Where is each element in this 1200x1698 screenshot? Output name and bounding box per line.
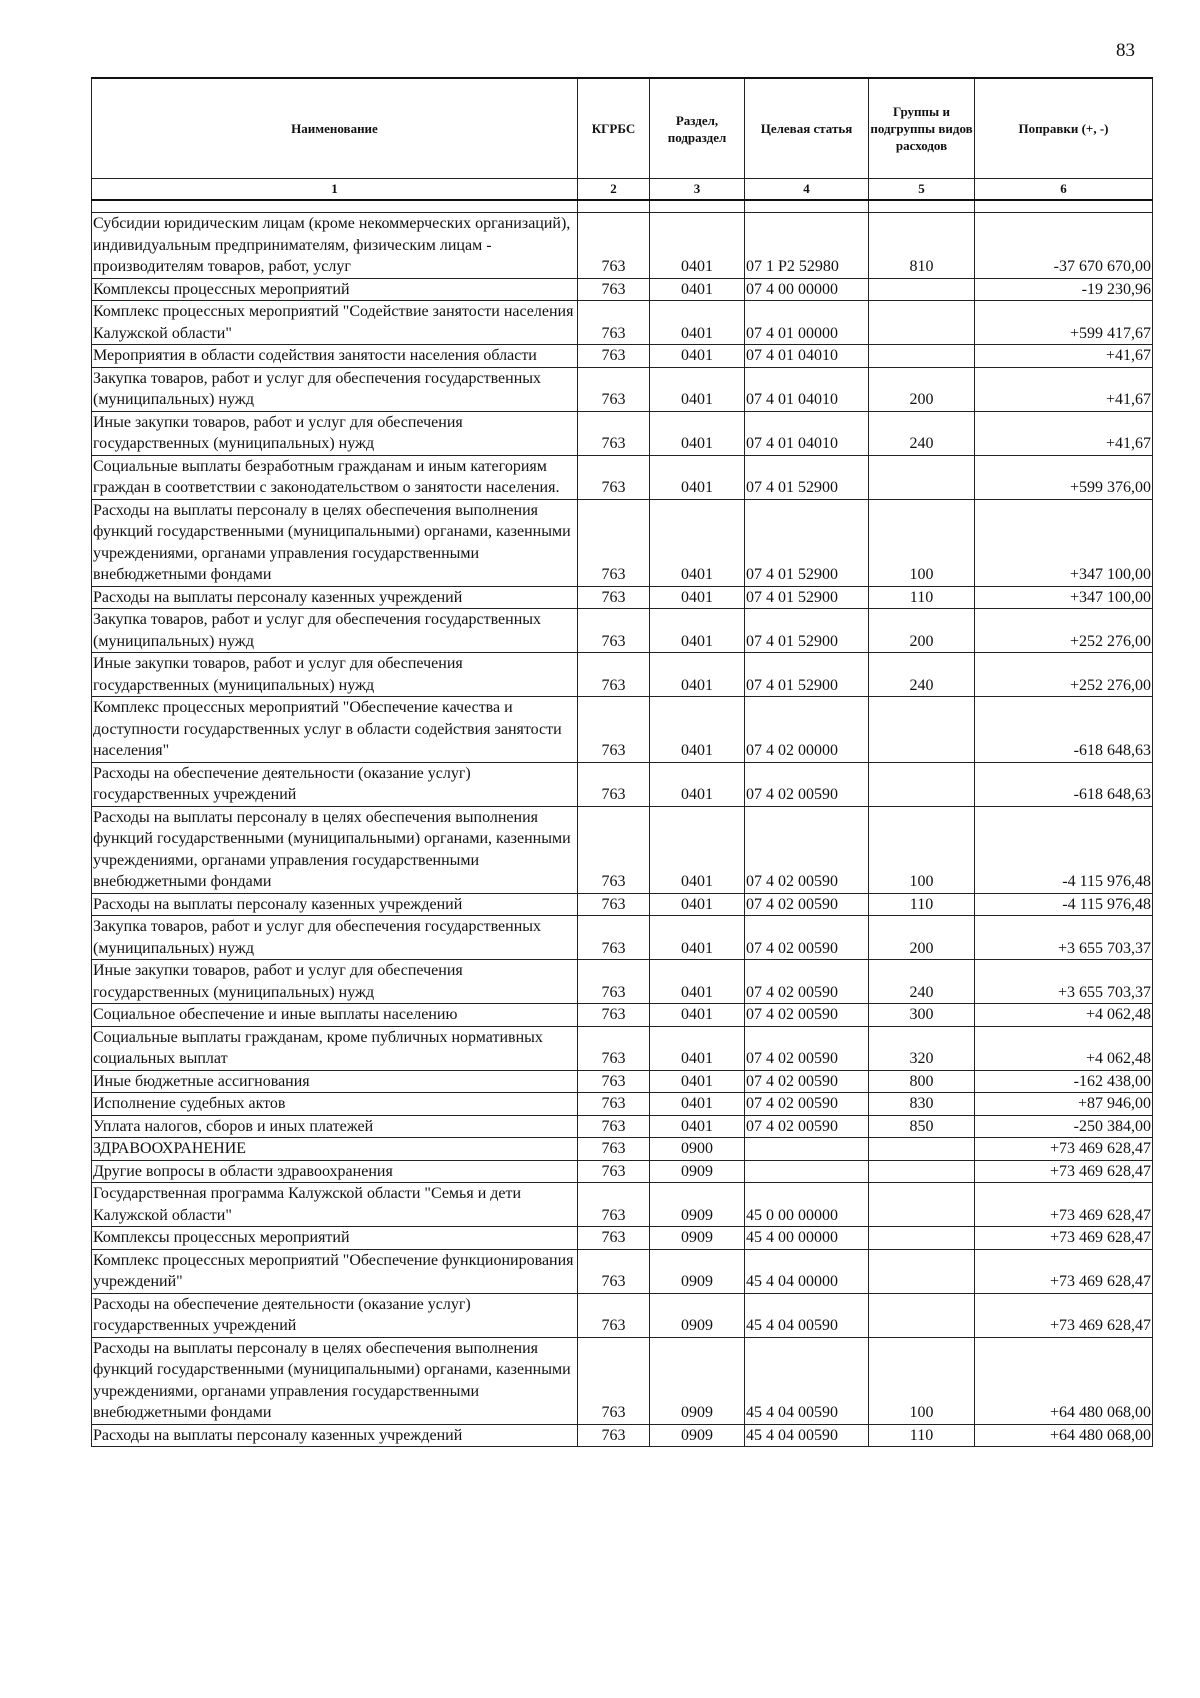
row-expense-group-cell <box>869 1227 975 1250</box>
row-kgrbs-cell: 763 <box>578 1227 650 1250</box>
row-target-article-cell: 07 1 Р2 52980 <box>745 213 869 279</box>
row-section-cell: 0401 <box>650 586 745 609</box>
column-header-target-article: Целевая статья <box>745 78 869 179</box>
row-section-cell: 0401 <box>650 455 745 499</box>
row-kgrbs-cell: 763 <box>578 1249 650 1293</box>
row-name-cell: Комплекс процессных мероприятий "Обеспечение качества и доступности государственных услуг в области содействия занятости населения" <box>92 697 578 763</box>
row-name-cell: Комплексы процессных мероприятий <box>92 1227 578 1250</box>
table-row <box>92 916 1153 960</box>
row-kgrbs-cell: 763 <box>578 499 650 586</box>
row-expense-group-cell: 110 <box>869 586 975 609</box>
row-kgrbs-cell: 763 <box>578 893 650 916</box>
row-section-cell: 0909 <box>650 1293 745 1337</box>
row-name-cell: Закупка товаров, работ и услуг для обеспечения государственных (муниципальных) нужд <box>92 916 578 960</box>
row-target-article-cell: 07 4 02 00590 <box>745 893 869 916</box>
row-section-cell: 0401 <box>650 893 745 916</box>
table-row <box>92 586 1153 609</box>
row-amendment-cell: -37 670 670,00 <box>975 213 1153 279</box>
row-section-cell: 0401 <box>650 697 745 763</box>
row-section-cell: 0401 <box>650 1004 745 1027</box>
row-name-cell: Иные закупки товаров, работ и услуг для обеспечения государственных (муниципальных) нужд <box>92 411 578 455</box>
row-expense-group-cell: 240 <box>869 411 975 455</box>
row-kgrbs-cell: 763 <box>578 213 650 279</box>
row-kgrbs-cell: 763 <box>578 1115 650 1138</box>
row-expense-group-cell: 200 <box>869 916 975 960</box>
row-section-cell: 0401 <box>650 213 745 279</box>
row-amendment-cell: +252 276,00 <box>975 609 1153 653</box>
row-target-article-cell: 07 4 01 04010 <box>745 411 869 455</box>
row-name-cell: Расходы на выплаты персоналу в целях обеспечения выполнения функций государственными (муниципальными) органами, казенными учреждениями, органами управления государственными внебюджетными фондами <box>92 499 578 586</box>
row-section-cell: 0401 <box>650 960 745 1004</box>
row-amendment-cell: +4 062,48 <box>975 1026 1153 1070</box>
row-target-article-cell: 07 4 01 00000 <box>745 301 869 345</box>
table-row <box>92 1026 1153 1070</box>
row-section-cell: 0900 <box>650 1138 745 1161</box>
row-amendment-cell: +599 417,67 <box>975 301 1153 345</box>
row-name-cell: Иные бюджетные ассигнования <box>92 1070 578 1093</box>
row-expense-group-cell: 100 <box>869 1337 975 1424</box>
row-amendment-cell: +73 469 628,47 <box>975 1183 1153 1227</box>
table-row <box>92 1249 1153 1293</box>
row-name-cell: Расходы на обеспечение деятельности (оказание услуг) государственных учреждений <box>92 762 578 806</box>
row-target-article-cell: 45 4 04 00590 <box>745 1337 869 1424</box>
table-row <box>92 1138 1153 1161</box>
row-kgrbs-cell: 763 <box>578 1093 650 1116</box>
row-name-cell: Закупка товаров, работ и услуг для обеспечения государственных (муниципальных) нужд <box>92 609 578 653</box>
column-number: 1 <box>92 179 578 201</box>
table-row <box>92 893 1153 916</box>
row-target-article-cell: 07 4 01 04010 <box>745 345 869 368</box>
row-expense-group-cell <box>869 1249 975 1293</box>
row-amendment-cell: +252 276,00 <box>975 653 1153 697</box>
row-amendment-cell: +599 376,00 <box>975 455 1153 499</box>
row-section-cell: 0401 <box>650 1115 745 1138</box>
table-row <box>92 653 1153 697</box>
row-expense-group-cell: 200 <box>869 609 975 653</box>
budget-amendments-table <box>91 77 1153 1447</box>
row-expense-group-cell <box>869 1293 975 1337</box>
row-expense-group-cell: 810 <box>869 213 975 279</box>
table-row <box>92 1337 1153 1424</box>
row-amendment-cell: -19 230,96 <box>975 278 1153 301</box>
row-target-article-cell: 45 0 00 00000 <box>745 1183 869 1227</box>
row-kgrbs-cell: 763 <box>578 653 650 697</box>
table-row <box>92 1160 1153 1183</box>
row-section-cell: 0401 <box>650 762 745 806</box>
row-name-cell: Расходы на обеспечение деятельности (оказание услуг) государственных учреждений <box>92 1293 578 1337</box>
table-row <box>92 762 1153 806</box>
table-row <box>92 806 1153 893</box>
row-expense-group-cell <box>869 278 975 301</box>
table-row <box>92 1004 1153 1027</box>
row-section-cell: 0401 <box>650 411 745 455</box>
row-section-cell: 0401 <box>650 609 745 653</box>
row-amendment-cell: -618 648,63 <box>975 762 1153 806</box>
row-target-article-cell: 45 4 04 00590 <box>745 1293 869 1337</box>
row-section-cell: 0401 <box>650 301 745 345</box>
row-amendment-cell: -162 438,00 <box>975 1070 1153 1093</box>
row-amendment-cell: +41,67 <box>975 367 1153 411</box>
column-number-row <box>92 179 1153 201</box>
row-expense-group-cell: 100 <box>869 499 975 586</box>
row-target-article-cell: 07 4 02 00590 <box>745 960 869 1004</box>
row-section-cell: 0401 <box>650 806 745 893</box>
table-row <box>92 1424 1153 1447</box>
row-target-article-cell: 07 4 01 52900 <box>745 586 869 609</box>
row-target-article-cell: 45 4 04 00000 <box>745 1249 869 1293</box>
column-number: 4 <box>745 179 869 201</box>
row-expense-group-cell <box>869 762 975 806</box>
column-header-expense-groups: Группы и подгруппы видов расходов <box>869 78 975 179</box>
row-name-cell: Социальные выплаты гражданам, кроме публичных нормативных социальных выплат <box>92 1026 578 1070</box>
table-row <box>92 278 1153 301</box>
table-row <box>92 1115 1153 1138</box>
table-row <box>92 455 1153 499</box>
row-name-cell: Другие вопросы в области здравоохранения <box>92 1160 578 1183</box>
column-number: 6 <box>975 179 1153 201</box>
row-name-cell: Мероприятия в области содействия занятости населения области <box>92 345 578 368</box>
row-kgrbs-cell: 763 <box>578 278 650 301</box>
row-amendment-cell: -618 648,63 <box>975 697 1153 763</box>
row-kgrbs-cell: 763 <box>578 1160 650 1183</box>
row-section-cell: 0909 <box>650 1227 745 1250</box>
row-name-cell: Социальные выплаты безработным гражданам и иным категориям граждан в соответствии с законодательством о занятости населения. <box>92 455 578 499</box>
table-row <box>92 697 1153 763</box>
row-target-article-cell: 07 4 02 00590 <box>745 806 869 893</box>
spacer-row <box>92 200 1153 213</box>
row-target-article-cell: 07 4 02 00590 <box>745 1004 869 1027</box>
row-target-article-cell: 07 4 02 00590 <box>745 1115 869 1138</box>
row-expense-group-cell <box>869 301 975 345</box>
row-amendment-cell: +347 100,00 <box>975 586 1153 609</box>
row-target-article-cell <box>745 1160 869 1183</box>
row-target-article-cell: 07 4 02 00000 <box>745 697 869 763</box>
row-section-cell: 0401 <box>650 653 745 697</box>
row-name-cell: Комплекс процессных мероприятий "Содействие занятости населения Калужской области" <box>92 301 578 345</box>
row-target-article-cell: 07 4 01 52900 <box>745 653 869 697</box>
row-name-cell: Уплата налогов, сборов и иных платежей <box>92 1115 578 1138</box>
row-amendment-cell: -4 115 976,48 <box>975 893 1153 916</box>
table-row <box>92 213 1153 279</box>
row-kgrbs-cell: 763 <box>578 806 650 893</box>
row-section-cell: 0401 <box>650 1026 745 1070</box>
row-name-cell: Закупка товаров, работ и услуг для обеспечения государственных (муниципальных) нужд <box>92 367 578 411</box>
row-expense-group-cell: 200 <box>869 367 975 411</box>
row-name-cell: Расходы на выплаты персоналу казенных учреждений <box>92 1424 578 1447</box>
row-amendment-cell: +73 469 628,47 <box>975 1160 1153 1183</box>
column-header-name: Наименование <box>92 78 578 179</box>
row-expense-group-cell: 110 <box>869 1424 975 1447</box>
row-kgrbs-cell: 763 <box>578 1138 650 1161</box>
table-row <box>92 609 1153 653</box>
row-amendment-cell: -250 384,00 <box>975 1115 1153 1138</box>
row-section-cell: 0909 <box>650 1183 745 1227</box>
row-section-cell: 0909 <box>650 1160 745 1183</box>
row-section-cell: 0401 <box>650 916 745 960</box>
row-expense-group-cell: 320 <box>869 1026 975 1070</box>
table-row <box>92 1093 1153 1116</box>
table-row <box>92 1227 1153 1250</box>
row-target-article-cell: 07 4 02 00590 <box>745 1026 869 1070</box>
table-body <box>92 200 1153 1447</box>
row-amendment-cell: +3 655 703,37 <box>975 916 1153 960</box>
table-row <box>92 345 1153 368</box>
row-kgrbs-cell: 763 <box>578 1424 650 1447</box>
row-amendment-cell: -4 115 976,48 <box>975 806 1153 893</box>
row-kgrbs-cell: 763 <box>578 1070 650 1093</box>
table-row <box>92 960 1153 1004</box>
row-target-article-cell: 07 4 01 52900 <box>745 455 869 499</box>
row-name-cell: ЗДРАВООХРАНЕНИЕ <box>92 1138 578 1161</box>
table-row <box>92 411 1153 455</box>
column-number: 2 <box>578 179 650 201</box>
row-amendment-cell: +64 480 068,00 <box>975 1424 1153 1447</box>
column-header-kgrbs: КГРБС <box>578 78 650 179</box>
row-target-article-cell: 07 4 02 00590 <box>745 1070 869 1093</box>
column-header-amendments: Поправки (+, -) <box>975 78 1153 179</box>
table-row <box>92 1293 1153 1337</box>
row-target-article-cell: 07 4 01 52900 <box>745 499 869 586</box>
row-expense-group-cell: 830 <box>869 1093 975 1116</box>
row-kgrbs-cell: 763 <box>578 411 650 455</box>
page-number: 83 <box>1116 40 1135 61</box>
row-name-cell: Комплексы процессных мероприятий <box>92 278 578 301</box>
row-kgrbs-cell: 763 <box>578 1004 650 1027</box>
row-amendment-cell: +3 655 703,37 <box>975 960 1153 1004</box>
row-expense-group-cell <box>869 345 975 368</box>
row-expense-group-cell <box>869 1138 975 1161</box>
table-row <box>92 367 1153 411</box>
row-expense-group-cell: 110 <box>869 893 975 916</box>
row-name-cell: Иные закупки товаров, работ и услуг для обеспечения государственных (муниципальных) нужд <box>92 960 578 1004</box>
row-kgrbs-cell: 763 <box>578 762 650 806</box>
table-row <box>92 499 1153 586</box>
row-kgrbs-cell: 763 <box>578 697 650 763</box>
row-kgrbs-cell: 763 <box>578 1183 650 1227</box>
row-expense-group-cell: 100 <box>869 806 975 893</box>
row-name-cell: Государственная программа Калужской области "Семья и дети Калужской области" <box>92 1183 578 1227</box>
column-number: 3 <box>650 179 745 201</box>
column-header-section: Раздел, подраздел <box>650 78 745 179</box>
row-section-cell: 0401 <box>650 1093 745 1116</box>
row-amendment-cell: +73 469 628,47 <box>975 1249 1153 1293</box>
row-amendment-cell: +4 062,48 <box>975 1004 1153 1027</box>
row-expense-group-cell <box>869 697 975 763</box>
row-kgrbs-cell: 763 <box>578 609 650 653</box>
row-name-cell: Расходы на выплаты персоналу в целях обеспечения выполнения функций государственными (муниципальными) органами, казенными учреждениями, органами управления государственными внебюджетными фондами <box>92 806 578 893</box>
row-kgrbs-cell: 763 <box>578 1337 650 1424</box>
row-amendment-cell: +73 469 628,47 <box>975 1227 1153 1250</box>
row-expense-group-cell <box>869 1183 975 1227</box>
row-name-cell: Субсидии юридическим лицам (кроме некоммерческих организаций), индивидуальным предпринимателям, физическим лицам - производителям товаров, работ, услуг <box>92 213 578 279</box>
row-kgrbs-cell: 763 <box>578 367 650 411</box>
row-target-article-cell: 07 4 00 00000 <box>745 278 869 301</box>
row-amendment-cell: +347 100,00 <box>975 499 1153 586</box>
row-amendment-cell: +73 469 628,47 <box>975 1138 1153 1161</box>
row-name-cell: Исполнение судебных актов <box>92 1093 578 1116</box>
table-row <box>92 1183 1153 1227</box>
row-expense-group-cell <box>869 455 975 499</box>
row-expense-group-cell: 800 <box>869 1070 975 1093</box>
row-name-cell: Иные закупки товаров, работ и услуг для обеспечения государственных (муниципальных) нужд <box>92 653 578 697</box>
row-section-cell: 0909 <box>650 1424 745 1447</box>
row-name-cell: Расходы на выплаты персоналу казенных учреждений <box>92 586 578 609</box>
row-expense-group-cell <box>869 1160 975 1183</box>
row-expense-group-cell: 240 <box>869 653 975 697</box>
row-section-cell: 0401 <box>650 499 745 586</box>
row-target-article-cell: 07 4 02 00590 <box>745 762 869 806</box>
table-row <box>92 1070 1153 1093</box>
row-kgrbs-cell: 763 <box>578 1026 650 1070</box>
row-name-cell: Социальное обеспечение и иные выплаты населению <box>92 1004 578 1027</box>
row-amendment-cell: +64 480 068,00 <box>975 1337 1153 1424</box>
row-expense-group-cell: 240 <box>869 960 975 1004</box>
row-section-cell: 0401 <box>650 278 745 301</box>
row-target-article-cell: 07 4 01 04010 <box>745 367 869 411</box>
row-kgrbs-cell: 763 <box>578 586 650 609</box>
row-amendment-cell: +41,67 <box>975 345 1153 368</box>
row-amendment-cell: +73 469 628,47 <box>975 1293 1153 1337</box>
row-section-cell: 0401 <box>650 345 745 368</box>
row-target-article-cell: 45 4 04 00590 <box>745 1424 869 1447</box>
row-section-cell: 0401 <box>650 1070 745 1093</box>
row-kgrbs-cell: 763 <box>578 455 650 499</box>
row-kgrbs-cell: 763 <box>578 345 650 368</box>
row-kgrbs-cell: 763 <box>578 1293 650 1337</box>
row-target-article-cell <box>745 1138 869 1161</box>
row-expense-group-cell: 850 <box>869 1115 975 1138</box>
row-name-cell: Расходы на выплаты персоналу в целях обеспечения выполнения функций государственными (муниципальными) органами, казенными учреждениями, органами управления государственными внебюджетными фондами <box>92 1337 578 1424</box>
row-kgrbs-cell: 763 <box>578 301 650 345</box>
row-section-cell: 0401 <box>650 367 745 411</box>
row-target-article-cell: 45 4 00 00000 <box>745 1227 869 1250</box>
row-target-article-cell: 07 4 02 00590 <box>745 916 869 960</box>
row-section-cell: 0909 <box>650 1249 745 1293</box>
table-header-row <box>92 78 1153 179</box>
row-name-cell: Комплекс процессных мероприятий "Обеспечение функционирования учреждений" <box>92 1249 578 1293</box>
row-section-cell: 0909 <box>650 1337 745 1424</box>
row-expense-group-cell: 300 <box>869 1004 975 1027</box>
row-kgrbs-cell: 763 <box>578 916 650 960</box>
table-row <box>92 301 1153 345</box>
row-name-cell: Расходы на выплаты персоналу казенных учреждений <box>92 893 578 916</box>
row-target-article-cell: 07 4 02 00590 <box>745 1093 869 1116</box>
row-target-article-cell: 07 4 01 52900 <box>745 609 869 653</box>
row-amendment-cell: +41,67 <box>975 411 1153 455</box>
row-amendment-cell: +87 946,00 <box>975 1093 1153 1116</box>
column-number: 5 <box>869 179 975 201</box>
row-kgrbs-cell: 763 <box>578 960 650 1004</box>
